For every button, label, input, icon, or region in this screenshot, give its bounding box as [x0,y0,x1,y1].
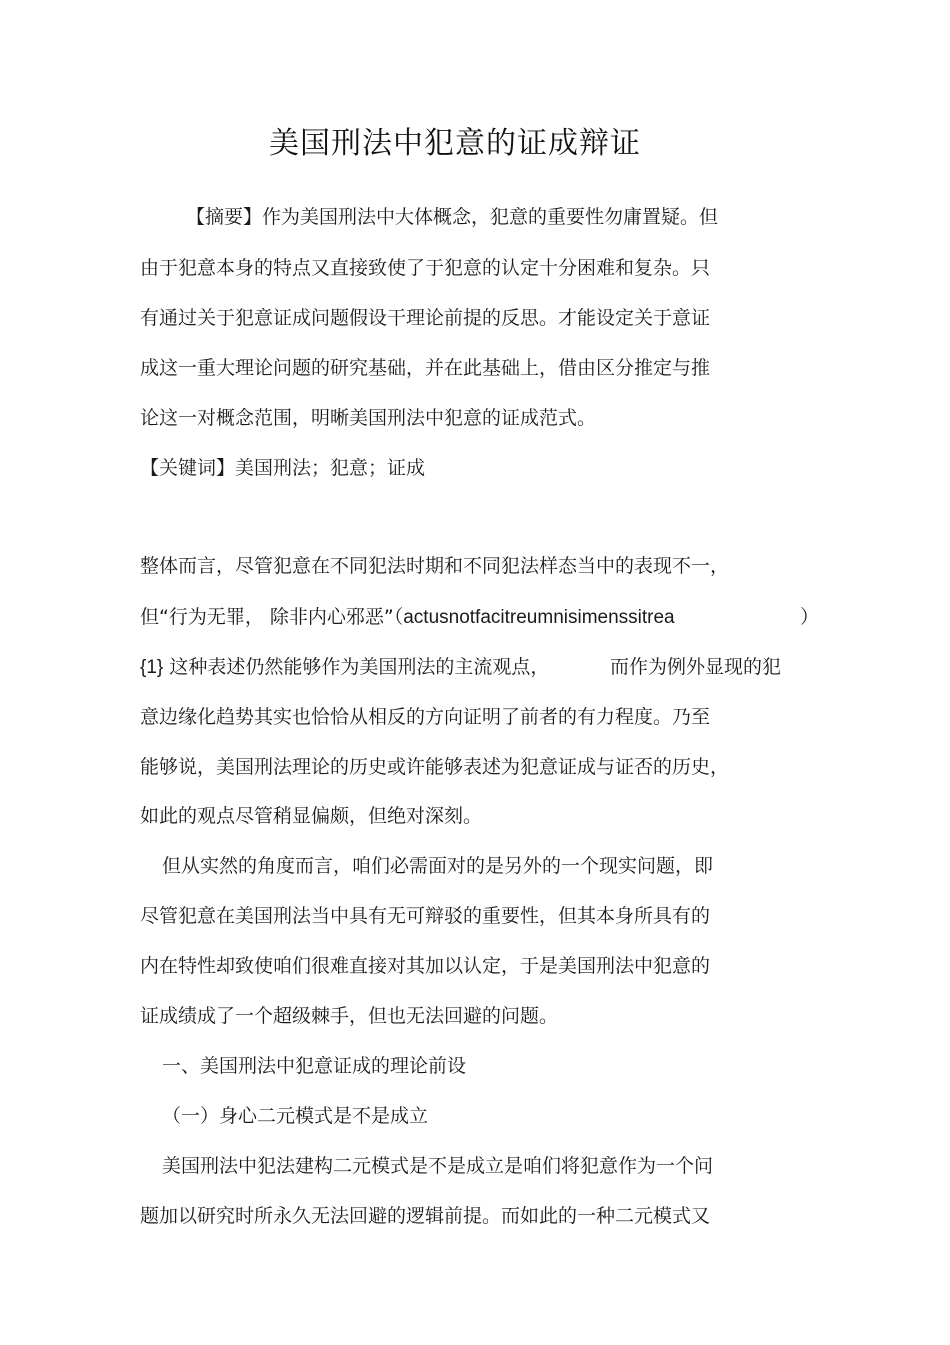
paragraph-line: 尽管犯意在美国刑法当中具有无可辩驳的重要性，但其本身所具有的 [140,905,711,927]
citation-ref: {1} [140,657,164,678]
paragraph-line [140,654,549,680]
paragraph-text: 而作为例外显现的犯 [610,656,782,678]
section-heading: 一、美国刑法中犯意证成的理论前设 [162,1055,467,1077]
closing-paren: ） [800,606,820,628]
paragraph-line: 内在特性却致使咱们很难直接对其加以认定，于是美国刑法中犯意的 [140,955,711,977]
paragraph-line: 题加以研究时所永久无法回避的逻辑前提。而如此的一种二元模式又 [140,1205,711,1227]
abstract-line: 有通过关于犯意证成问题假设干理论前提的反思。才能设定关于意证 [140,307,711,329]
paragraph-line: 证成绩成了一个超级棘手，但也无法回避的问题。 [140,1005,559,1027]
paragraph-line: 意边缘化趋势其实也恰恰从相反的方向证明了前者的有力程度。乃至 [140,706,711,728]
abstract-line: 成这一重大理论问题的研究基础，并在此基础上，借由区分推定与推 [140,357,711,379]
paragraph-text: 这种表述仍然能够作为美国刑法的主流观点， [169,656,550,678]
paragraph-line [140,604,675,630]
abstract-line: 由于犯意本身的特点又直接致使了于犯意的认定十分困难和复杂。只 [140,257,711,279]
paragraph-line: 能够说，美国刑法理论的历史或许能够表述为犯意证成与证否的历史， [140,756,730,778]
subsection-heading: （一）身心二元模式是不是成立 [162,1105,429,1127]
paragraph-line: 但从实然的角度而言，咱们必需面对的是另外的一个现实问题，即 [162,855,714,877]
latin-phrase: actusnotfacitreumnisimenssitrea [403,607,675,628]
keywords-line: 【关键词】美国刑法；犯意；证成 [140,457,426,479]
page-title: 美国刑法中犯意的证成辩证 [269,126,641,161]
abstract-line: 论这一对概念范围，明晰美国刑法中犯意的证成范式。 [140,407,597,429]
paragraph-line: 如此的观点尽管稍显偏颇，但绝对深刻。 [140,805,483,827]
abstract-line: 【摘要】作为美国刑法中大体概念，犯意的重要性勿庸置疑。但 [186,206,719,228]
paragraph-line: 美国刑法中犯法建构二元模式是不是成立是咱们将犯意作为一个问 [162,1155,714,1177]
paragraph-text: 但“行为无罪， 除非内心邪恶”（ [140,606,404,628]
paragraph-line: 整体而言，尽管犯意在不同犯法时期和不同犯法样态当中的表现不一， [140,555,730,577]
